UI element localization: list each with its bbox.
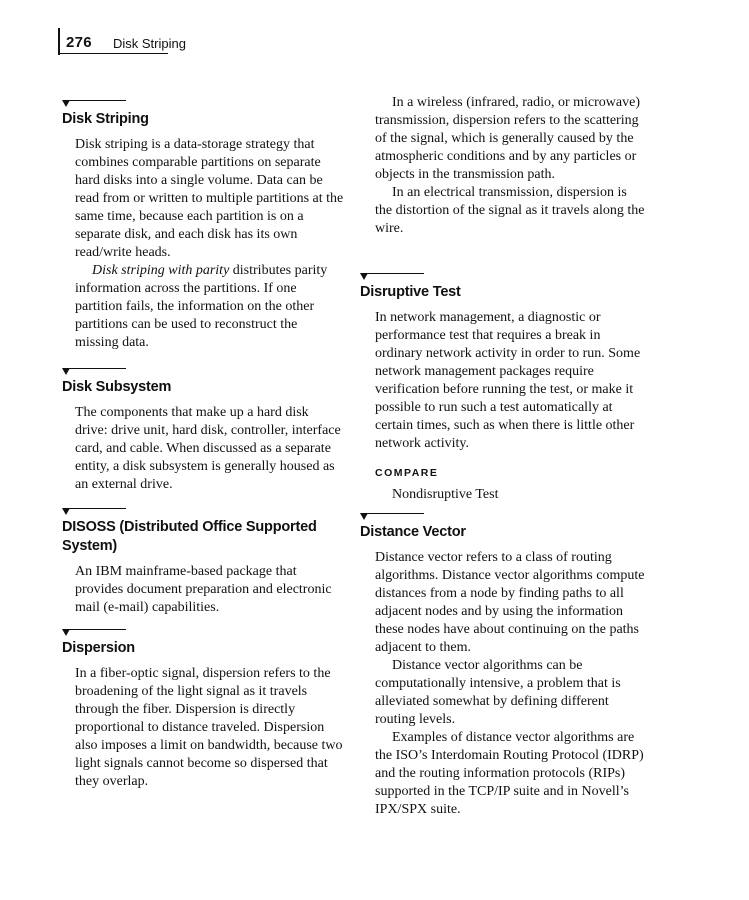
entry-marker bbox=[360, 513, 648, 523]
paragraph: In a fiber-optic signal, dispersion refers to the broadening of the light signal as it travels through the fiber. Dispersion is directly proportional to distance traveled. Dispersion also imposes a limit on bandwidth, because two light signals cannot become so dispersed that they overlap. bbox=[75, 666, 343, 789]
paragraph: Examples of distance vector algorithms are the ISO’s Interdomain Routing Protocol (IDRP) and the routing information protocols (RIPs) supported in the TCP/IP suite and in Novell’s IPX/SPX suite. bbox=[375, 730, 644, 817]
entry-body bbox=[62, 563, 344, 617]
entry-disk-striping bbox=[62, 100, 344, 352]
entry-disoss bbox=[62, 508, 344, 617]
page-number: 276 bbox=[66, 34, 92, 51]
entry-term: Distance Vector bbox=[360, 524, 466, 540]
paragraph: In network management, a diagnostic or performance test that requires a break in ordinary network activity in order to run. Some network management packages require verification before running the test, or make it possible to run such a test automatically at certain times, such as when there is little other network activity. bbox=[375, 310, 641, 451]
entry-dispersion-continued bbox=[375, 94, 647, 238]
running-head: Disk Striping bbox=[113, 36, 186, 51]
paragraph: Distance vector algorithms can be computationally intensive, a problem that is alleviated somewhat by defining different routing levels. bbox=[375, 658, 621, 727]
entry-body bbox=[360, 309, 648, 504]
entry-term: Dispersion bbox=[62, 640, 135, 656]
paragraph: The components that make up a hard disk drive: drive unit, hard disk, controller, interface card, and cable. When discussed as a separate entity, a disk subsystem is generally housed as an external drive. bbox=[75, 405, 341, 492]
entry-marker bbox=[62, 629, 344, 639]
triangle-marker-icon bbox=[62, 368, 70, 375]
entry-term: Disk Striping bbox=[62, 111, 149, 127]
paragraph: An IBM mainframe-based package that provides document preparation and electronic mail (e-mail) capabilities. bbox=[75, 564, 332, 615]
entry-marker bbox=[62, 368, 344, 378]
cross-reference: Nondisruptive Test bbox=[392, 487, 499, 502]
entry-body bbox=[360, 549, 648, 819]
entry-term: Disruptive Test bbox=[360, 284, 461, 300]
triangle-marker-icon bbox=[360, 513, 368, 520]
paragraph: In an electrical transmission, dispersion is the distortion of the signal as it travels along the wire. bbox=[375, 185, 645, 236]
entry-dispersion bbox=[62, 629, 344, 791]
compare-label: COMPARE bbox=[375, 467, 439, 479]
paragraph: Disk striping with parity distributes parity information across the partitions. If one partition fails, the information on the other partitions can be used to reconstruct the missing data. bbox=[75, 263, 328, 350]
entry-disruptive-test bbox=[360, 273, 648, 504]
entry-marker bbox=[62, 508, 344, 518]
triangle-marker-icon bbox=[62, 629, 70, 636]
entry-distance-vector bbox=[360, 513, 648, 819]
entry-marker bbox=[360, 273, 648, 283]
entry-body bbox=[62, 665, 344, 791]
paragraph: Disk striping is a data-storage strategy that combines comparable partitions on separate hard disks into a single volume. Data can be read from or written to multiple partitions at the same time, because each partition is on a separate disk, and each disk has its own read/write heads. bbox=[75, 137, 344, 260]
entry-body bbox=[62, 136, 344, 352]
header-rule-vertical bbox=[58, 28, 60, 55]
paragraph: In a wireless (infrared, radio, or microwave) transmission, dispersion refers to the scattering of the signal, which is generally caused by the atmospheric conditions and by any particles or objects in the transmission path. bbox=[375, 95, 641, 182]
triangle-marker-icon bbox=[360, 273, 368, 280]
emphasized-term: Disk striping with parity bbox=[92, 263, 230, 278]
entry-term: Disk Subsystem bbox=[62, 379, 172, 395]
paragraph: Distance vector refers to a class of routing algorithms. Distance vector algorithms compute distances from a node by finding paths to all adjacent nodes and by using the information these nodes have about continuing on the paths adjacent to them. bbox=[375, 550, 645, 655]
triangle-marker-icon bbox=[62, 100, 70, 107]
triangle-marker-icon bbox=[62, 508, 70, 515]
entry-marker bbox=[62, 100, 344, 110]
header-rule-horizontal bbox=[58, 53, 168, 54]
entry-term: DISOSS (Distributed Office Supported System) bbox=[62, 519, 317, 554]
entry-body bbox=[62, 404, 344, 494]
entry-disk-subsystem bbox=[62, 368, 344, 494]
